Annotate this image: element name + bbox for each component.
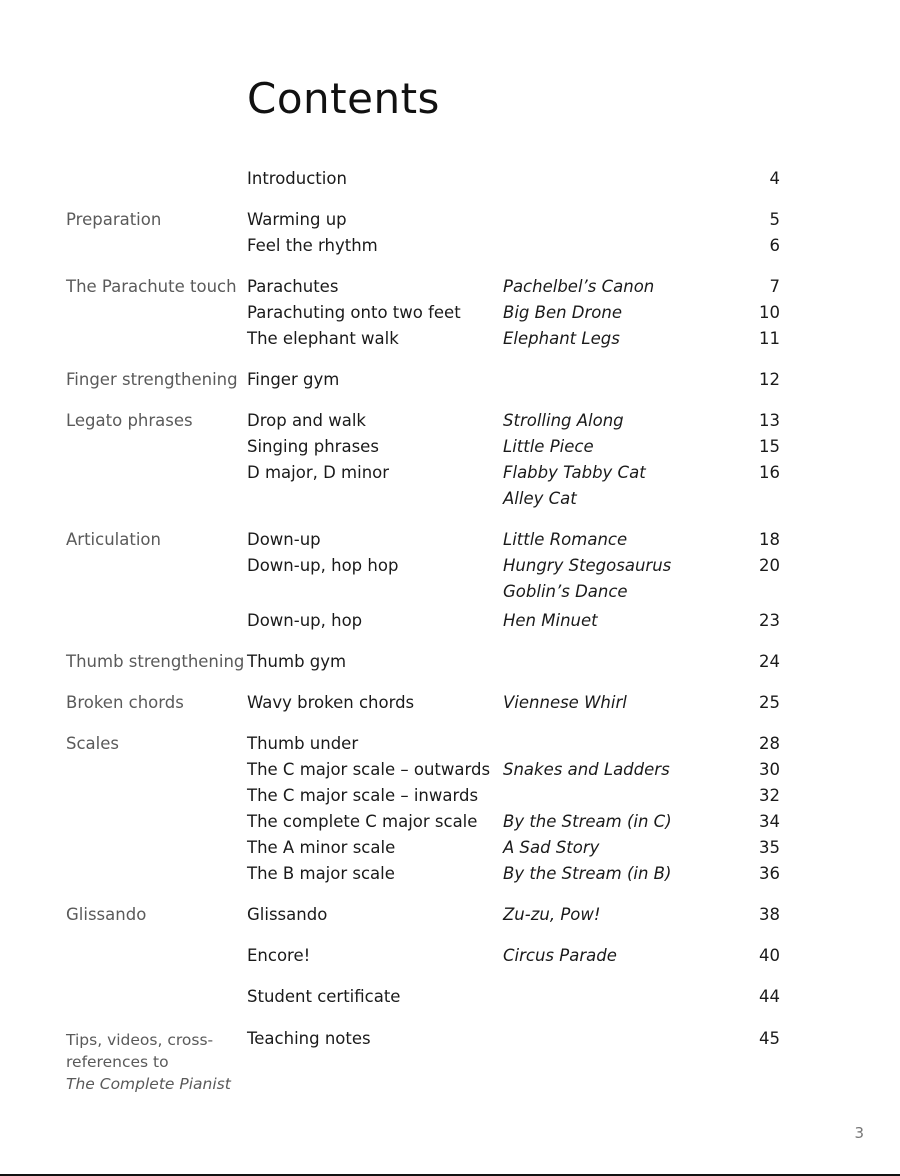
toc-piece: Strolling Along — [503, 411, 624, 430]
toc-row — [0, 300, 900, 326]
toc-row — [0, 367, 900, 393]
toc-topic: Drop and walk — [247, 411, 366, 430]
toc-topic: Thumb gym — [247, 652, 347, 671]
toc-topic: Warming up — [247, 210, 347, 229]
toc-page-number: 11 — [759, 329, 780, 348]
toc-topic: Introduction — [247, 169, 347, 188]
toc-page-number: 7 — [769, 277, 780, 296]
toc-topic: Teaching notes — [247, 1029, 371, 1048]
toc-section: Broken chords — [66, 693, 184, 712]
toc-row — [0, 649, 900, 675]
toc-section: Scales — [66, 734, 119, 753]
toc-topic: Parachuting onto two feet — [247, 303, 461, 322]
toc-piece: Hen Minuet — [503, 611, 598, 630]
toc-section: Thumb strengthening — [66, 652, 245, 671]
toc-row — [0, 835, 900, 861]
toc-topic: Wavy broken chords — [247, 693, 415, 712]
toc-row — [0, 608, 900, 634]
toc-topic: The complete C major scale — [247, 812, 478, 831]
toc-topic: The C major scale – inwards — [247, 786, 479, 805]
toc-row — [0, 690, 900, 716]
toc-row — [0, 527, 900, 553]
toc-row — [0, 943, 900, 969]
toc-piece: Viennese Whirl — [503, 693, 627, 712]
toc-page-number: 40 — [759, 946, 780, 965]
toc-section: Finger strengthening — [66, 370, 238, 389]
toc-piece: Big Ben Drone — [503, 303, 622, 322]
toc-section-tips-line: references to — [66, 1053, 169, 1071]
toc-page-number: 38 — [759, 905, 780, 924]
toc-piece: By the Stream (in C) — [503, 812, 672, 831]
toc-row — [0, 166, 900, 192]
toc-page-number: 20 — [759, 556, 780, 575]
toc-topic: Thumb under — [247, 734, 359, 753]
page-number: 3 — [854, 1124, 864, 1142]
toc-row — [0, 207, 900, 233]
toc-page-number: 32 — [759, 786, 780, 805]
toc-section: Articulation — [66, 530, 161, 549]
toc-page-number: 34 — [759, 812, 780, 831]
toc-section: Legato phrases — [66, 411, 193, 430]
toc-page-number: 23 — [759, 611, 780, 630]
toc-page-number: 16 — [759, 463, 780, 482]
toc-topic: The A minor scale — [247, 838, 396, 857]
toc-topic: Feel the rhythm — [247, 236, 378, 255]
toc-page-number: 13 — [759, 411, 780, 430]
toc-page-number: 30 — [759, 760, 780, 779]
toc-topic: Down-up, hop hop — [247, 556, 399, 575]
toc-row — [0, 809, 900, 835]
toc-piece: Hungry Stegosaurus — [503, 556, 672, 575]
toc-row — [0, 408, 900, 434]
toc-section: The Parachute touch — [66, 277, 237, 296]
toc-section: Preparation — [66, 210, 162, 229]
toc-row — [0, 902, 900, 928]
toc-section-tips-book-title: The Complete Pianist — [66, 1075, 231, 1093]
toc-piece: Little Piece — [503, 437, 594, 456]
toc-piece: Snakes and Ladders — [503, 760, 670, 779]
toc-section-tips-line: Tips, videos, cross- — [66, 1031, 214, 1049]
toc-topic: Glissando — [247, 905, 328, 924]
toc-topic: The elephant walk — [247, 329, 399, 348]
toc-page-number: 44 — [759, 987, 780, 1006]
toc-page-number: 6 — [769, 236, 780, 255]
toc-topic: Down-up, hop — [247, 611, 363, 630]
toc-piece: Pachelbel’s Canon — [503, 277, 655, 296]
toc-page-number: 18 — [759, 530, 780, 549]
toc-topic: Parachutes — [247, 277, 339, 296]
toc-section: Glissando — [66, 905, 147, 924]
toc-row — [0, 274, 900, 300]
toc-piece: Goblin’s Dance — [503, 582, 628, 601]
toc-page-number: 12 — [759, 370, 780, 389]
toc-row — [0, 861, 900, 887]
toc-page-number: 45 — [759, 1029, 780, 1048]
toc-piece: Circus Parade — [503, 946, 617, 965]
toc-page-number: 25 — [759, 693, 780, 712]
toc-row — [0, 486, 900, 512]
toc-piece: Elephant Legs — [503, 329, 620, 348]
toc-row — [0, 326, 900, 352]
toc-topic: Encore! — [247, 946, 311, 965]
toc-topic: Singing phrases — [247, 437, 379, 456]
toc-piece: Alley Cat — [503, 489, 577, 508]
toc-row — [0, 460, 900, 486]
page-title: Contents — [247, 74, 440, 123]
toc-page-number: 5 — [769, 210, 780, 229]
toc-piece: By the Stream (in B) — [503, 864, 672, 883]
toc-page-number: 10 — [759, 303, 780, 322]
toc-row — [0, 553, 900, 579]
toc-row — [0, 233, 900, 259]
toc-topic: The B major scale — [247, 864, 395, 883]
toc-topic: Down-up — [247, 530, 321, 549]
toc-row — [0, 757, 900, 783]
toc-page-number: 4 — [769, 169, 780, 188]
toc-topic: Student certificate — [247, 987, 401, 1006]
toc-page-number: 36 — [759, 864, 780, 883]
toc-piece: Flabby Tabby Cat — [503, 463, 646, 482]
toc-piece: A Sad Story — [503, 838, 600, 857]
toc-page-number: 24 — [759, 652, 780, 671]
toc-row — [0, 783, 900, 809]
toc-page-number: 35 — [759, 838, 780, 857]
toc-topic: The C major scale – outwards — [247, 760, 491, 779]
toc-row — [0, 434, 900, 460]
toc-piece: Little Romance — [503, 530, 628, 549]
toc-row — [0, 984, 900, 1010]
toc-topic: Finger gym — [247, 370, 340, 389]
toc-page-number: 28 — [759, 734, 780, 753]
toc-section-tips — [66, 1029, 231, 1095]
toc-page-number: 15 — [759, 437, 780, 456]
toc-topic: D major, D minor — [247, 463, 390, 482]
toc-piece: Zu-zu, Pow! — [503, 905, 601, 924]
toc-row — [0, 579, 900, 605]
toc-row — [0, 731, 900, 757]
